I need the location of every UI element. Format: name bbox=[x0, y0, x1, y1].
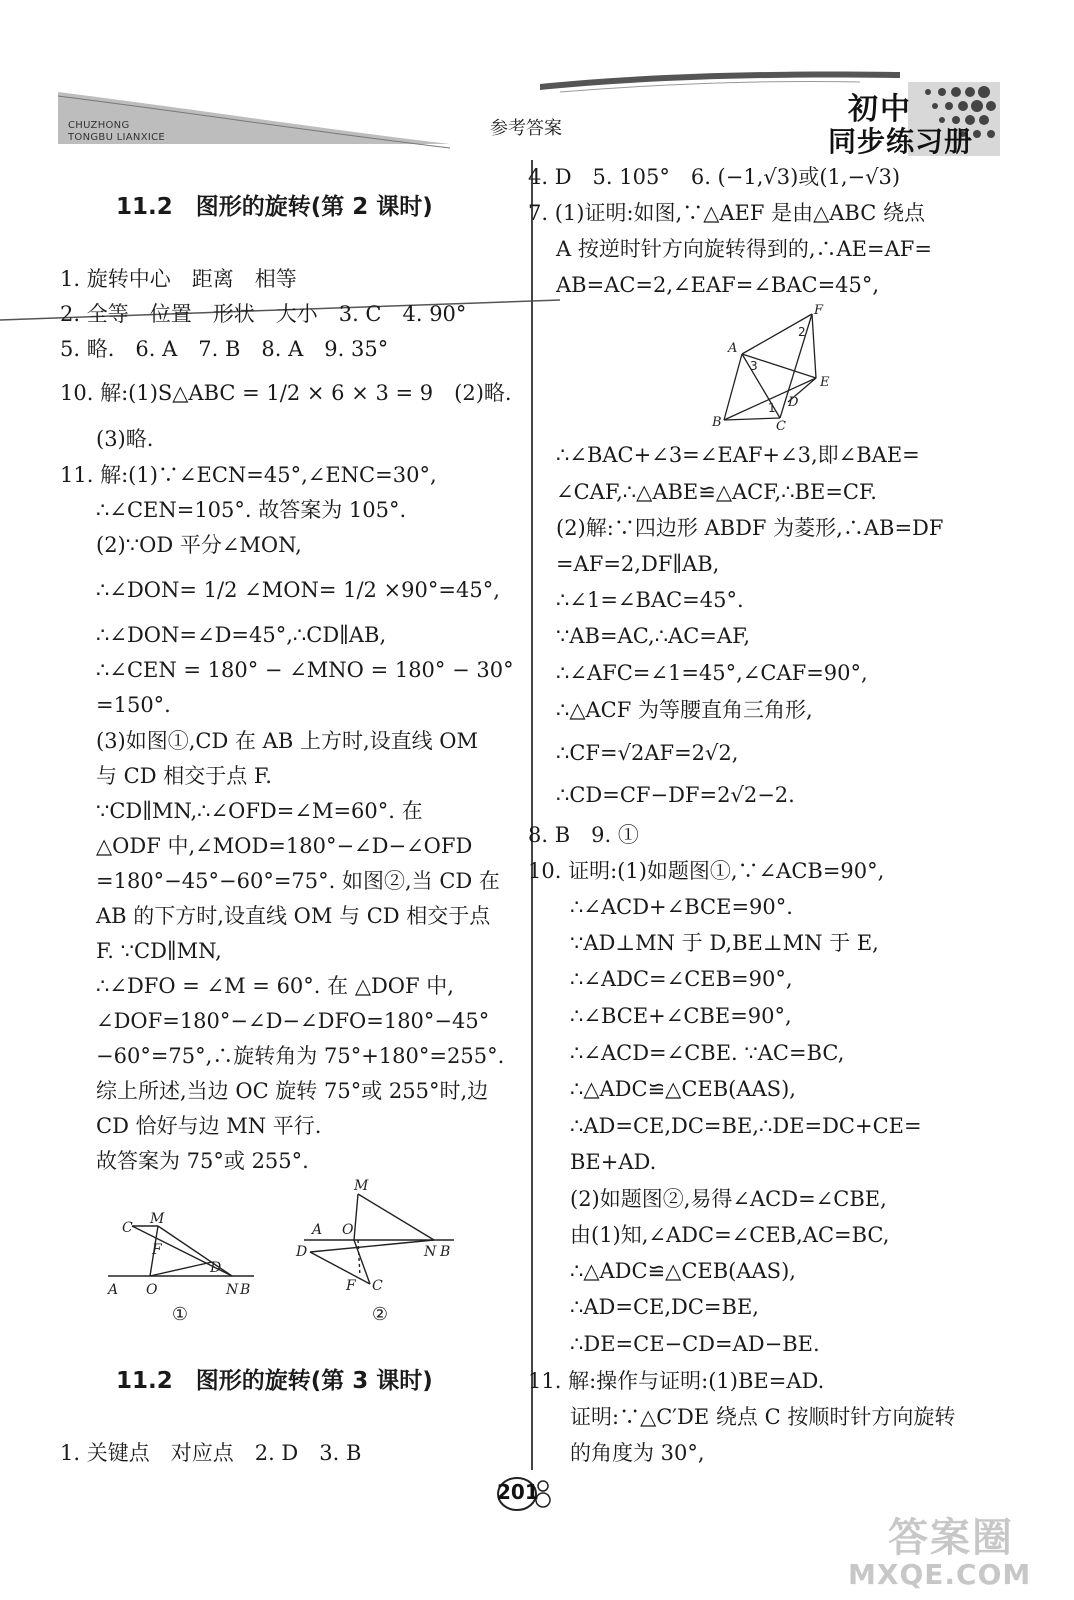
answer-line: AB 的下方时,设直线 OM 与 CD 相交于点 bbox=[96, 904, 491, 928]
answer-line: ∴△ADC≌△CEB(AAS), bbox=[570, 1077, 796, 1101]
brand-line2: 同步练习册 bbox=[828, 125, 974, 158]
answer-line: 的角度为 30°, bbox=[570, 1441, 705, 1465]
fig2-label-o: O bbox=[342, 1222, 354, 1238]
column-divider bbox=[531, 160, 533, 1470]
watermark bbox=[848, 1504, 1068, 1596]
page-title: 参考答案 bbox=[490, 118, 562, 139]
answer-line: ∵CD∥MN,∴∠OFD=∠M=60°. 在 bbox=[96, 799, 423, 823]
answer-line: ∴∠AFC=∠1=45°,∠CAF=90°, bbox=[556, 661, 868, 685]
section-heading-lesson2: 11.2 图形的旋转(第 2 课时) bbox=[116, 194, 433, 220]
answer-line: 4. D 5. 105° 6. (−1,√3)或(1,−√3) bbox=[528, 165, 901, 189]
fig2-caption: ② bbox=[371, 1304, 389, 1325]
answer-line: 由(1)知,∠ADC=∠CEB,AC=BC, bbox=[570, 1223, 890, 1247]
answer-line: CD 恰好与边 MN 平行. bbox=[96, 1114, 322, 1138]
answer-line: ∴CF=√2AF=2√2, bbox=[556, 741, 739, 765]
fig2-label-f: F bbox=[346, 1278, 356, 1294]
answer-line: ∴∠ADC=∠CEB=90°, bbox=[570, 967, 793, 991]
answer-line: 证明:∵△C′DE 绕点 C 按顺时针方向旋转 bbox=[570, 1405, 956, 1429]
answer-line: =AF=2,DF∥AB, bbox=[556, 552, 720, 576]
answer-line: 11. 解:(1)∵∠ECN=45°,∠ENC=30°, bbox=[60, 463, 437, 487]
answer-line: ∴∠CEN=105°. 故答案为 105°. bbox=[96, 498, 407, 522]
answer-line: (3)略. bbox=[96, 427, 154, 451]
answer-line: 综上所述,当边 OC 旋转 75°或 255°时,边 bbox=[96, 1079, 489, 1103]
answer-line: F. ∵CD∥MN, bbox=[96, 939, 222, 963]
fig1-label-n: N bbox=[226, 1282, 239, 1298]
brand-line1: 初中 bbox=[848, 92, 912, 127]
answer-line: (2)∵OD 平分∠MON, bbox=[96, 533, 302, 557]
answer-line: ∴∠DFO = ∠M = 60°. 在 △DOF 中, bbox=[96, 974, 454, 998]
answer-line: (2)解:∵四边形 ABDF 为菱形,∴AB=DF bbox=[556, 516, 944, 540]
page-number bbox=[497, 1474, 553, 1514]
answer-line: 11. 解:操作与证明:(1)BE=AD. bbox=[528, 1369, 825, 1393]
fig7-label-3: 3 bbox=[750, 359, 758, 373]
fig7-label-1: 1 bbox=[768, 401, 776, 415]
fig7-label-b: B bbox=[712, 415, 722, 430]
figure-1 bbox=[104, 1210, 264, 1328]
answer-line: ∴AD=CE,DC=BE,∴DE=DC+CE= bbox=[570, 1114, 922, 1138]
fig1-label-f: F bbox=[152, 1242, 162, 1258]
series-name-en bbox=[68, 120, 165, 144]
answer-line: ∴CD=CF−DF=2√2−2. bbox=[556, 783, 795, 807]
answer-line: AB=AC=2,∠EAF=∠BAC=45°, bbox=[556, 273, 880, 297]
rhombus-figure bbox=[712, 302, 866, 434]
answer-line: 10. 证明:(1)如题图①,∵∠ACB=90°, bbox=[528, 859, 885, 883]
answer-line: ∴∠CEN = 180° − ∠MNO = 180° − 30° bbox=[96, 658, 514, 682]
answer-line: −60°=75°,∴旋转角为 75°+180°=255°. bbox=[96, 1044, 505, 1068]
answer-line: 与 CD 相交于点 F. bbox=[96, 764, 272, 788]
brand-logo bbox=[818, 82, 1000, 162]
fig1-label-o: O bbox=[146, 1282, 158, 1298]
answer-line: 7. (1)证明:如图,∵△AEF 是由△ABC 绕点 bbox=[528, 201, 925, 225]
fig2-label-a: A bbox=[312, 1222, 323, 1238]
answer-line: ∴△ACF 为等腰直角三角形, bbox=[556, 698, 813, 722]
figure-2 bbox=[294, 1176, 464, 1328]
series-en-line1: CHUZHONG bbox=[68, 120, 130, 131]
answer-line: (3)如图①,CD 在 AB 上方时,设直线 OM bbox=[96, 729, 479, 753]
answer-line: ∠CAF,∴△ABE≌△ACF,∴BE=CF. bbox=[556, 480, 877, 504]
answer-line: 2. 全等 位置 形状 大小 3. C 4. 90° bbox=[60, 302, 467, 326]
answer-line: ∴∠1=∠BAC=45°. bbox=[556, 588, 744, 612]
fig1-label-b: B bbox=[240, 1282, 251, 1298]
fig2-label-m: M bbox=[354, 1178, 369, 1194]
section-heading-lesson3: 11.2 图形的旋转(第 3 课时) bbox=[116, 1368, 433, 1394]
fig7-label-f: F bbox=[814, 303, 824, 318]
page-header bbox=[0, 0, 1074, 170]
answer-line: A 按逆时针方向旋转得到的,∴AE=AF= bbox=[556, 237, 932, 261]
fig7-label-a: A bbox=[728, 341, 738, 356]
answer-line: ∴△ADC≌△CEB(AAS), bbox=[570, 1259, 796, 1283]
answer-line: 10. 解:(1)S△ABC = 1/2 × 6 × 3 = 9 (2)略. bbox=[60, 381, 512, 405]
fig1-label-c: C bbox=[122, 1220, 133, 1236]
page-number-text: 201 bbox=[497, 1480, 539, 1504]
fig2-label-c: C bbox=[372, 1278, 383, 1294]
fig7-label-d: D bbox=[788, 395, 799, 410]
answer-line: 故答案为 75°或 255°. bbox=[96, 1149, 309, 1173]
answer-line: ∴∠BCE+∠CBE=90°, bbox=[570, 1004, 792, 1028]
answer-line: =150°. bbox=[96, 693, 171, 717]
answer-line: BE+AD. bbox=[570, 1150, 657, 1174]
answer-line: 1. 关键点 对应点 2. D 3. B bbox=[60, 1441, 362, 1465]
answer-line: ∵AD⊥MN 于 D,BE⊥MN 于 E, bbox=[570, 931, 879, 955]
fig1-label-a: A bbox=[108, 1282, 119, 1298]
answer-line: ∴DE=CE−CD=AD−BE. bbox=[570, 1332, 820, 1356]
fig2-label-b: B bbox=[440, 1244, 451, 1260]
answer-line: =180°−45°−60°=75°. 如图②,当 CD 在 bbox=[96, 869, 500, 893]
answer-line: 1. 旋转中心 距离 相等 bbox=[60, 267, 297, 291]
series-en-line2: TONGBU LIANXICE bbox=[68, 132, 166, 143]
answer-line: ∴∠DON=∠D=45°,∴CD∥AB, bbox=[96, 623, 387, 647]
answer-line: ∠DOF=180°−∠D−∠DFO=180°−45° bbox=[96, 1009, 490, 1033]
fig7-label-e: E bbox=[820, 375, 830, 390]
watermark-line1: 答案圈 bbox=[888, 1515, 1014, 1561]
answer-line: ∴∠ACD=∠CBE. ∵AC=BC, bbox=[570, 1041, 845, 1065]
answer-line: ∴AD=CE,DC=BE, bbox=[570, 1295, 759, 1319]
fig1-caption: ① bbox=[171, 1304, 189, 1325]
answer-line: 5. 略. 6. A 7. B 8. A 9. 35° bbox=[60, 337, 389, 361]
watermark-line2: MXQE.COM bbox=[848, 1558, 1032, 1591]
fig7-label-2: 2 bbox=[798, 325, 806, 339]
fig1-label-m: M bbox=[150, 1211, 165, 1227]
fig2-label-n: N bbox=[424, 1244, 437, 1260]
answer-line: ∵AB=AC,∴AC=AF, bbox=[556, 624, 751, 648]
fig2-label-d: D bbox=[296, 1244, 308, 1260]
answer-line: ∴∠BAC+∠3=∠EAF+∠3,即∠BAE= bbox=[556, 443, 920, 467]
answer-line: (2)如题图②,易得∠ACD=∠CBE, bbox=[570, 1187, 887, 1211]
answer-line: ∴∠ACD+∠BCE=90°. bbox=[570, 895, 793, 919]
answer-line: △ODF 中,∠MOD=180°−∠D−∠OFD bbox=[96, 834, 473, 858]
answer-line: 8. B 9. ① bbox=[528, 823, 639, 847]
answer-line: ∴∠DON= 1/2 ∠MON= 1/2 ×90°=45°, bbox=[96, 578, 500, 602]
fig7-label-c: C bbox=[776, 419, 786, 434]
fig1-label-d: D bbox=[210, 1260, 222, 1276]
